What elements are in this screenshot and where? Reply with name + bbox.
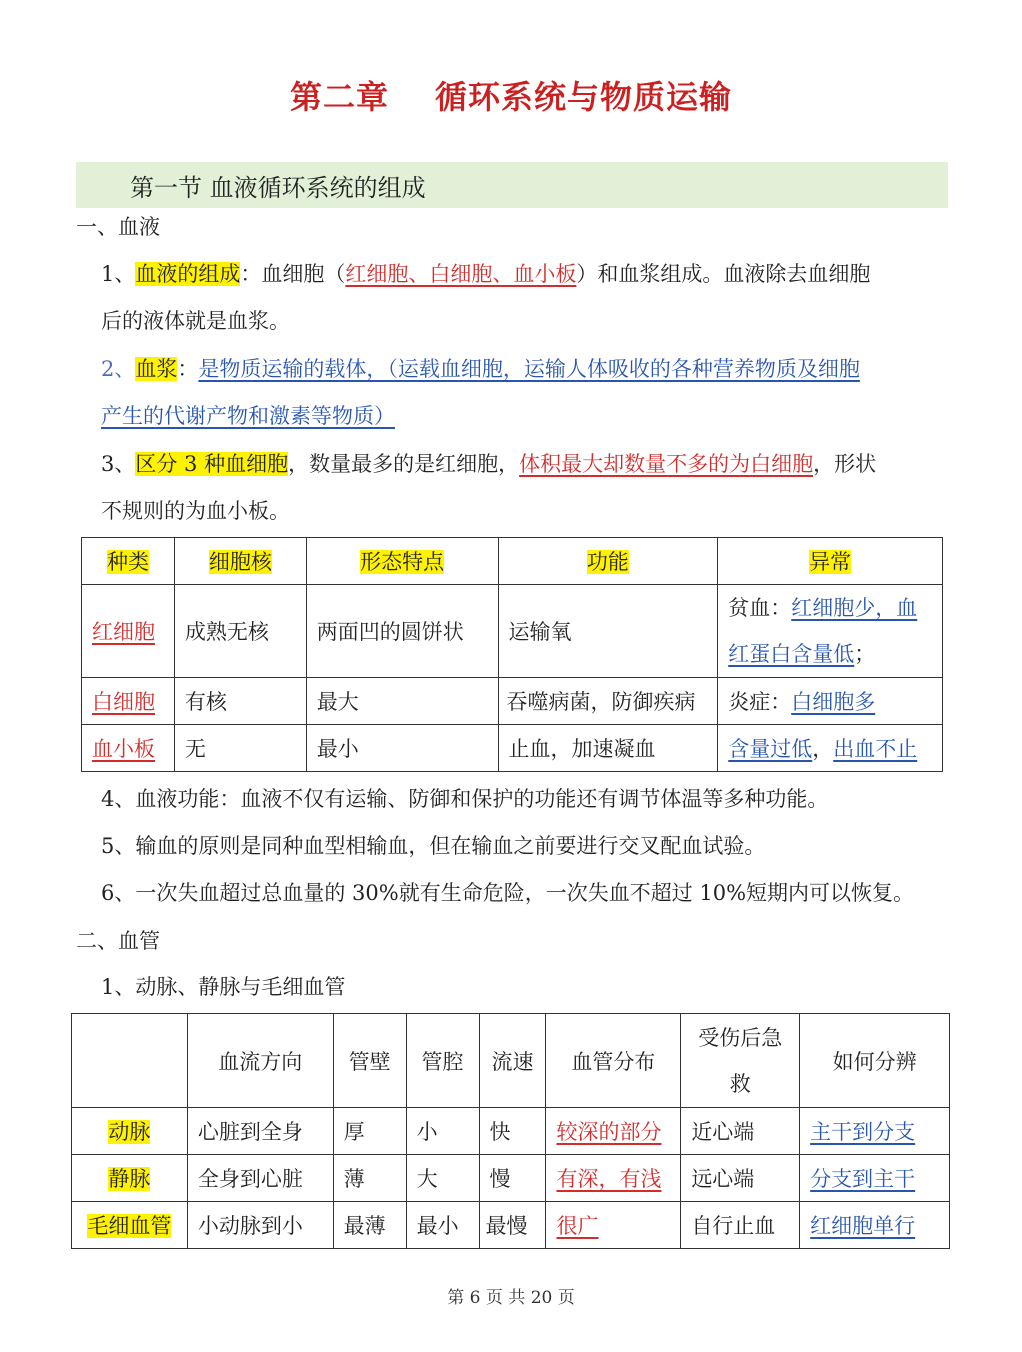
table-cell [72, 1202, 188, 1249]
table-cell [800, 1155, 950, 1202]
table-cell [82, 678, 175, 725]
table-cell [800, 1108, 950, 1155]
table-cell: 大 [406, 1155, 479, 1202]
header-cell: 流速 [479, 1014, 546, 1108]
table-cell: 止血，加速凝血 [498, 725, 718, 772]
table-cell: 最小 [406, 1202, 479, 1249]
p2-blue: 是物质运输的载体，（运载血细胞，运输人体吸收的各种营养物质及细胞 [198, 357, 860, 381]
header-aid-line2: 救 [729, 1071, 751, 1096]
header-type: 种类 [106, 550, 149, 574]
table-row [72, 1108, 950, 1155]
section-title: 第一节 血液循环系统的组成 [130, 174, 426, 202]
table-cell: 两面凹的圆饼状 [306, 585, 498, 678]
heading-blood: 一、血液 [76, 215, 160, 239]
table-cell [72, 1155, 188, 1202]
vessel-dist: 有深，有浅 [556, 1167, 662, 1191]
table-cell: 有核 [174, 678, 306, 725]
table-row [82, 725, 943, 772]
header-cell: 管腔 [406, 1014, 479, 1108]
table-cell [82, 725, 175, 772]
table-cell: 运输氧 [498, 585, 718, 678]
vessel-identify: 红细胞单行 [810, 1214, 916, 1238]
vessel-dist: 较深的部分 [556, 1120, 662, 1144]
vessel-name: 动脉 [108, 1120, 151, 1144]
header-cell [681, 1014, 800, 1108]
cell-type: 白细胞 [92, 690, 155, 714]
p1-key: 血液的组成 [135, 262, 241, 286]
abnormal-text-2: 出血不止 [833, 737, 918, 761]
p3-number: 3、 [101, 452, 136, 476]
header-cell [174, 538, 306, 585]
header-cell [72, 1014, 188, 1108]
header-cell [306, 538, 498, 585]
vessel-dist: 很广 [556, 1214, 599, 1238]
paragraph-2 [101, 355, 860, 383]
paragraph-1-line2: 后的液体就是血浆。 [101, 309, 290, 333]
chapter-number: 第二章 [289, 78, 389, 116]
table-cell [546, 1155, 681, 1202]
table-cell: 最慢 [479, 1202, 546, 1249]
p1-red: 红细胞、白细胞、血小板 [345, 262, 577, 286]
header-nucleus: 细胞核 [208, 550, 272, 574]
table-cell [718, 678, 943, 725]
blood-cell-table [81, 537, 943, 772]
table-cell: 吞噬病菌，防御疾病 [498, 678, 718, 725]
p2-number: 2、 [101, 357, 136, 381]
abnormal-text: 红细胞少，血 [791, 596, 918, 620]
header-aid-line1: 受伤后急 [698, 1025, 783, 1050]
table-cell: 最小 [306, 725, 498, 772]
table-header-row [72, 1014, 950, 1108]
table-cell: 心脏到全身 [187, 1108, 333, 1155]
table-cell [72, 1108, 188, 1155]
table-cell: 小 [406, 1108, 479, 1155]
p3-text-b: ，形状 [813, 452, 877, 476]
vessel-identify: 分支到主干 [810, 1167, 916, 1191]
abnormal-end: ； [854, 642, 876, 666]
header-abnormal: 异常 [809, 550, 852, 574]
header-shape: 形态特点 [360, 550, 445, 574]
paragraph-4: 4、血液功能：血液不仅有运输、防御和保护的功能还有调节体温等多种功能。 [101, 787, 829, 811]
table-cell [546, 1108, 681, 1155]
p2-blue-line2: 产生的代谢产物和激素等物质） [101, 404, 395, 428]
paragraph-2-line2 [101, 402, 395, 430]
header-cell: 如何分辨 [800, 1014, 950, 1108]
table-row [72, 1155, 950, 1202]
cell-type: 血小板 [92, 737, 155, 761]
abnormal-text: 白细胞多 [791, 690, 876, 714]
table-cell: 厚 [333, 1108, 406, 1155]
abnormal-sep: ， [812, 737, 834, 761]
chapter-name: 循环系统与物质运输 [435, 78, 733, 116]
abnormal-text: 含量过低 [728, 737, 813, 761]
p1-text-a: ：血细胞（ [240, 262, 346, 286]
header-cell [718, 538, 943, 585]
page-footer: 第 6 页 共 20 页 [447, 1288, 575, 1308]
header-function: 功能 [586, 550, 629, 574]
paragraph-3 [101, 450, 876, 478]
table-cell [718, 725, 943, 772]
table-cell: 慢 [479, 1155, 546, 1202]
table-cell [546, 1202, 681, 1249]
header-cell [82, 538, 175, 585]
p3-key: 区分 3 种血细胞 [135, 452, 289, 476]
table-cell: 近心端 [681, 1108, 800, 1155]
header-cell: 管壁 [333, 1014, 406, 1108]
abnormal-text-line2: 红蛋白含量低 [728, 642, 855, 666]
table-cell: 远心端 [681, 1155, 800, 1202]
table-cell [718, 585, 943, 678]
paragraph-5: 5、输血的原则是同种血型相输血，但在输血之前要进行交叉配血试验。 [101, 834, 766, 858]
vessels-subheading: 1、动脉、静脉与毛细血管 [101, 975, 346, 999]
header-cell: 血流方向 [187, 1014, 333, 1108]
p3-text-a: ，数量最多的是红细胞， [288, 452, 520, 476]
table-cell: 小动脉到小 [187, 1202, 333, 1249]
vessel-identify: 主干到分支 [810, 1120, 916, 1144]
p1-text-b: ）和血浆组成。血液除去血细胞 [576, 262, 871, 286]
p3-red: 体积最大却数量不多的为白细胞 [519, 452, 814, 476]
table-row [82, 678, 943, 725]
abnormal-prefix: 炎症： [728, 690, 792, 714]
table-header-row [82, 538, 943, 585]
vessel-name: 静脉 [108, 1167, 151, 1191]
table-cell [800, 1202, 950, 1249]
table-row [72, 1202, 950, 1249]
table-cell: 自行止血 [681, 1202, 800, 1249]
p1-number: 1、 [101, 262, 136, 286]
table-row [82, 585, 943, 678]
p2-key: 血浆 [135, 357, 178, 381]
table-cell: 薄 [333, 1155, 406, 1202]
table-cell: 无 [174, 725, 306, 772]
table-cell: 成熟无核 [174, 585, 306, 678]
table-cell: 快 [479, 1108, 546, 1155]
table-cell: 最大 [306, 678, 498, 725]
paragraph-3-line2: 不规则的为血小板。 [101, 499, 290, 523]
vessel-name: 毛细血管 [87, 1214, 172, 1238]
table-cell: 全身到心脏 [187, 1155, 333, 1202]
header-cell: 血管分布 [546, 1014, 681, 1108]
cell-type: 红细胞 [92, 620, 155, 644]
paragraph-1 [101, 260, 870, 288]
p2-colon: ： [177, 357, 199, 381]
paragraph-6: 6、一次失血超过总血量的 30%就有生命危险，一次失血不超过 10%短期内可以恢复。 [101, 881, 915, 905]
table-cell [82, 585, 175, 678]
header-cell [498, 538, 718, 585]
heading-vessels: 二、血管 [76, 929, 160, 953]
vessel-table [71, 1013, 950, 1249]
table-cell: 最薄 [333, 1202, 406, 1249]
abnormal-prefix: 贫血： [728, 596, 792, 620]
chapter-title [0, 72, 1022, 118]
